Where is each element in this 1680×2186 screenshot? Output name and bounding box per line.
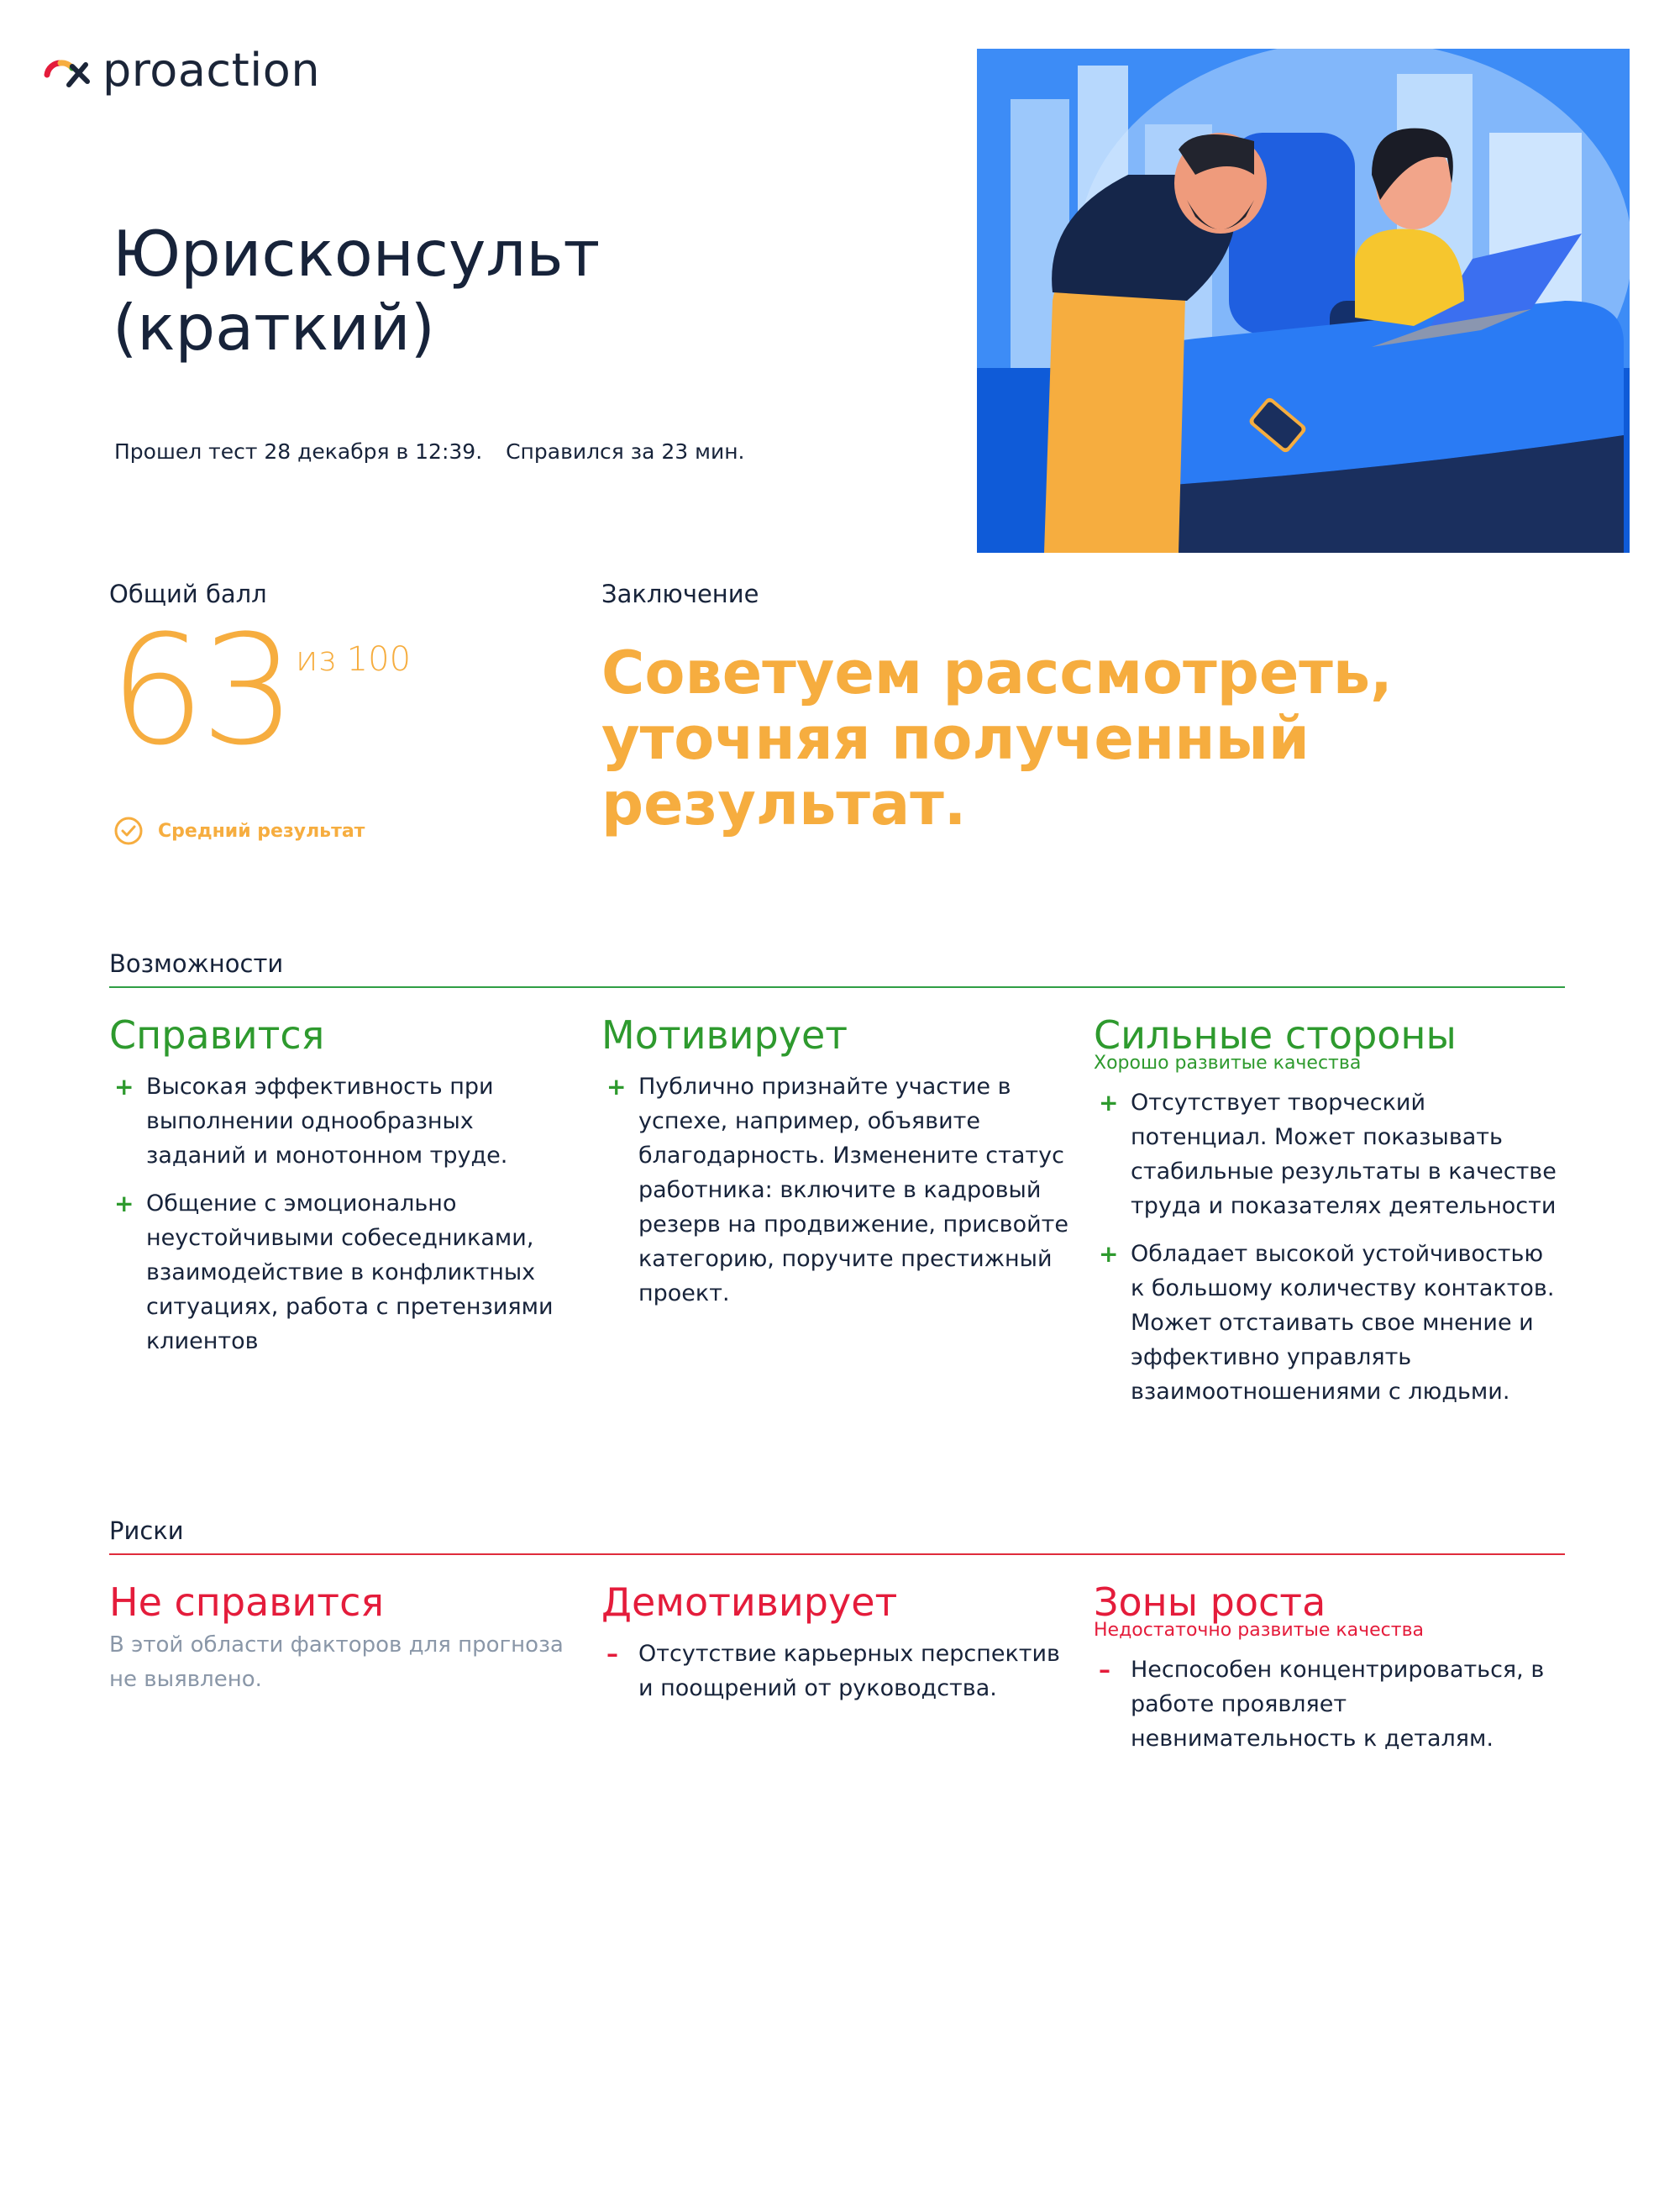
cannot-handle-note: В этой области факторов для прогноза не выявлено. bbox=[109, 1632, 564, 1692]
brand-name: proaction bbox=[102, 44, 321, 97]
list-item: + Общение с эмоционально неустойчивыми собеседниками, взаимодействие в конфликтных ситуациях, работа с претензиями клиентов bbox=[109, 1186, 580, 1358]
title-line-1: Юрисконсульт bbox=[113, 217, 601, 291]
result-level-text: Средний результат bbox=[158, 820, 365, 842]
plus-icon: + bbox=[606, 1073, 627, 1101]
office-illustration bbox=[977, 49, 1630, 553]
demotivates-column bbox=[601, 1579, 1072, 1719]
brand-logo bbox=[42, 44, 320, 97]
strengths-subtitle: Хорошо развитые качества bbox=[1094, 1053, 1362, 1074]
conclusion-label: Заключение bbox=[601, 580, 759, 608]
test-passed-date: Прошел тест 28 декабря в 12:39. bbox=[114, 439, 483, 464]
test-meta bbox=[114, 439, 745, 464]
cannot-handle-title: Не справится bbox=[109, 1579, 385, 1625]
growth-zones-list bbox=[1094, 1653, 1564, 1756]
score-label: Общий балл bbox=[109, 580, 267, 608]
minus-icon: – bbox=[606, 1640, 618, 1668]
list-item: + Публично признайте участие в успехе, например, объявите благодарность. Измененитe статус работника: включите в кадровый резерв на продвижение, присвойте категорию, поручите престижный проект. bbox=[601, 1069, 1072, 1311]
strengths-column bbox=[1094, 1012, 1564, 1422]
list-item: + Отсутствует творческий потенциал. Может показывать стабильные результаты в качестве труда и показателях деятельности bbox=[1094, 1085, 1564, 1223]
motivates-list bbox=[601, 1069, 1072, 1311]
growth-zones-title: Зоны роста bbox=[1094, 1579, 1326, 1625]
risks-header: Риски bbox=[109, 1516, 1565, 1555]
result-level-badge bbox=[113, 815, 365, 847]
demotivates-title: Демотивирует bbox=[601, 1579, 898, 1625]
demotivates-list bbox=[601, 1637, 1072, 1705]
proaction-logo-icon bbox=[42, 50, 94, 92]
can-handle-title: Справится bbox=[109, 1012, 325, 1058]
can-handle-list bbox=[109, 1069, 580, 1358]
opportunities-header: Возможности bbox=[109, 949, 1565, 988]
can-handle-column bbox=[109, 1012, 580, 1372]
list-item: + Высокая эффективность при выполнении однообразных заданий и монотонном труде. bbox=[109, 1069, 580, 1173]
cannot-handle-column bbox=[109, 1579, 580, 1697]
plus-icon: + bbox=[114, 1190, 134, 1217]
plus-icon: + bbox=[1099, 1089, 1119, 1117]
score-max: из 100 bbox=[296, 640, 412, 679]
list-item: – Отсутствие карьерных перспектив и поощрений от руководства. bbox=[601, 1637, 1072, 1705]
plus-icon: + bbox=[114, 1073, 134, 1101]
conclusion-text: Советуем рассмотреть, уточняя полученный результат. bbox=[601, 638, 1393, 838]
growth-zones-subtitle: Недостаточно развитые качества bbox=[1094, 1620, 1425, 1641]
score-value: 63 bbox=[109, 603, 292, 779]
check-circle-icon bbox=[113, 815, 144, 847]
page-title bbox=[113, 217, 869, 365]
list-item: + Обладает высокой устойчивостью к большому количеству контактов. Может отстаивать свое мнение и эффективно управлять взаимоотношениями с людьми. bbox=[1094, 1237, 1564, 1409]
minus-icon: – bbox=[1099, 1656, 1110, 1684]
test-duration: Справился за 23 мин. bbox=[506, 439, 745, 464]
motivates-column bbox=[601, 1012, 1072, 1324]
strengths-list bbox=[1094, 1085, 1564, 1409]
list-item: – Неспособен концентрироваться, в работе проявляет невнимательность к деталям. bbox=[1094, 1653, 1564, 1756]
motivates-title: Мотивирует bbox=[601, 1012, 848, 1058]
title-line-2: (краткий) bbox=[113, 291, 435, 365]
growth-zones-column bbox=[1094, 1579, 1564, 1769]
strengths-title: Сильные стороны bbox=[1094, 1012, 1457, 1058]
plus-icon: + bbox=[1099, 1240, 1119, 1268]
